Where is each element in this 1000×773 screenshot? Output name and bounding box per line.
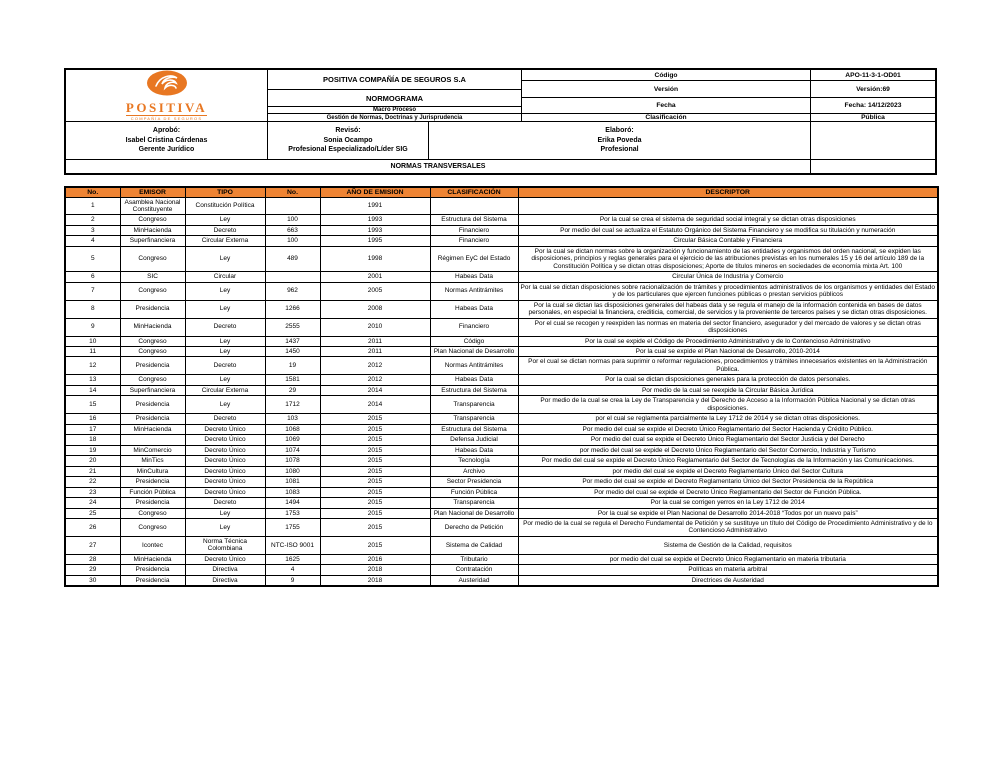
cell-no: 12 <box>65 357 120 375</box>
cell-num: 489 <box>265 246 320 271</box>
cell-no: 22 <box>65 477 120 487</box>
cell-clasificacion: Tecnología <box>430 456 518 466</box>
cell-tipo: Decreto <box>185 225 265 235</box>
cell-clasificacion: Plan Nacional de Desarrollo <box>430 508 518 518</box>
cell-clasificacion: Archivo <box>430 466 518 476</box>
positiva-logo-icon <box>146 70 188 96</box>
cell-anio: 2011 <box>320 347 430 357</box>
cell-no: 20 <box>65 456 120 466</box>
cell-no: 17 <box>65 424 120 434</box>
table-row <box>65 466 938 476</box>
cell-num: 19 <box>265 357 320 375</box>
cell-anio: 2015 <box>320 414 430 424</box>
cell-num: 1266 <box>265 300 320 318</box>
cell-emisor: Presidencia <box>120 575 185 586</box>
cell-num: 1581 <box>265 375 320 385</box>
cell-no: 14 <box>65 385 120 395</box>
cell-emisor: Congreso <box>120 508 185 518</box>
cell-anio: 2005 <box>320 282 430 300</box>
normogram-table-body <box>65 197 938 586</box>
cell-emisor: MinCultura <box>120 466 185 476</box>
cell-clasificacion <box>430 197 518 215</box>
cell-num: 1450 <box>265 347 320 357</box>
table-row <box>65 536 938 554</box>
cell-descriptor: Por la cual se expide el Código de Procedimiento Administrativo y de lo Contencioso Administrativo <box>518 336 938 346</box>
cell-tipo: Constitución Política <box>185 197 265 215</box>
cell-num: 29 <box>265 385 320 395</box>
table-row <box>65 385 938 395</box>
cell-tipo: Decreto Único <box>185 477 265 487</box>
cell-descriptor: por medio del cual se expide el Decreto Único Reglamentario en materia tributaria <box>518 554 938 564</box>
cell-no: 5 <box>65 246 120 271</box>
cell-anio: 2015 <box>320 508 430 518</box>
cell-tipo: Directiva <box>185 575 265 586</box>
positiva-logo <box>126 70 207 121</box>
logo-brand-text: POSITIVA <box>125 100 208 115</box>
normogram-sheet <box>64 68 937 587</box>
cell-emisor: MinHacienda <box>120 225 185 235</box>
meta-label: Fecha <box>522 98 811 113</box>
cell-clasificacion: Plan Nacional de Desarrollo <box>430 347 518 357</box>
macro-process-label: Macro Proceso <box>268 107 521 114</box>
meta-block <box>522 70 935 121</box>
cell-descriptor: Circular Básica Contable y Financiera <box>518 236 938 246</box>
cell-descriptor: Por medio del cual se expide el Decreto Reglamentario Único del Sector Presidencia de la República <box>518 477 938 487</box>
cell-emisor: MinHacienda <box>120 424 185 434</box>
cell-emisor: Asamblea Nacional Constituyente <box>120 197 185 215</box>
cell-anio: 2018 <box>320 575 430 586</box>
cell-tipo: Ley <box>185 215 265 225</box>
meta-value: Versión:69 <box>856 85 890 93</box>
meta-row-fecha <box>522 97 935 113</box>
cell-tipo: Circular <box>185 272 265 282</box>
cell-descriptor <box>518 197 938 215</box>
cell-clasificacion: Contratación <box>430 565 518 575</box>
cell-emisor: Superfinanciera <box>120 236 185 246</box>
cell-descriptor: Por medio del cual se actualiza el Estatuto Orgánico del Sistema Financiero y se modifica su titulación y numeración <box>518 225 938 235</box>
cell-emisor: Presidencia <box>120 357 185 375</box>
cell-no: 10 <box>65 336 120 346</box>
cell-anio: 2015 <box>320 435 430 445</box>
cell-clasificacion: Habeas Data <box>430 375 518 385</box>
cell-tipo: Decreto <box>185 357 265 375</box>
table-row <box>65 300 938 318</box>
cell-clasificacion: Habeas Data <box>430 445 518 455</box>
cell-descriptor: Por la cual se dictan las disposiciones generales del habeas data y se regula el manejo de la información contenida en bases de datos personales, en especial la financiera, crediticia, comercial, de servicios y la proveniente de terceros países y se dictan otras disposiciones. <box>518 300 938 318</box>
cell-anio: 2015 <box>320 536 430 554</box>
table-row <box>65 575 938 586</box>
cell-emisor: Congreso <box>120 347 185 357</box>
cell-num <box>265 272 320 282</box>
cell-no: 18 <box>65 435 120 445</box>
signoff-name: Sonia Ocampo <box>323 136 373 144</box>
cell-descriptor: Directrices de Austeridad <box>518 575 938 586</box>
col-header-no: No. <box>65 187 120 197</box>
cell-anio: 2015 <box>320 477 430 487</box>
cell-clasificacion: Transparencia <box>430 396 518 414</box>
table-row <box>65 424 938 434</box>
signoff-reviso <box>268 122 429 159</box>
cell-emisor: MinTics <box>120 456 185 466</box>
cell-descriptor: Por la cual se crea el sistema de seguridad social integral y se dictan otras disposiciones <box>518 215 938 225</box>
cell-num: 663 <box>265 225 320 235</box>
cell-descriptor: Por medio de la cual se regula el Derecho Fundamental de Petición y se sustituye un título del Código de Procedimiento Administrativo y de lo Contencioso Administrativo <box>518 518 938 536</box>
cell-emisor: Congreso <box>120 336 185 346</box>
cell-clasificacion: Estructura del Sistema <box>430 385 518 395</box>
signoff-aprobo <box>66 122 268 159</box>
cell-num: 9 <box>265 575 320 586</box>
cell-tipo: Ley <box>185 282 265 300</box>
table-row <box>65 456 938 466</box>
cell-descriptor: Por la cual se dictan disposiciones sobre racionalización de trámites y procedimientos administrativos de los organismos y entidades del Estado y de los particulares que ejercen funciones públicas o prestan servicios públicos <box>518 282 938 300</box>
signoff-elaboro <box>429 122 811 159</box>
cell-tipo: Ley <box>185 508 265 518</box>
cell-emisor: Presidencia <box>120 477 185 487</box>
table-row <box>65 318 938 336</box>
cell-descriptor: por medio del cual se expide el Decreto Reglamentario Único del Sector Cultura <box>518 466 938 476</box>
cell-descriptor: por el cual se reglamenta parcialmente la Ley 1712 de 2014 y se dictan otras disposiciones. <box>518 414 938 424</box>
table-row <box>65 477 938 487</box>
meta-value: APO-11-3-1-OD01 <box>845 71 901 79</box>
signoff-name: Isabel Cristina Cárdenas <box>125 136 208 144</box>
meta-value: Pública <box>861 114 885 121</box>
table-row <box>65 518 938 536</box>
cell-anio: 2014 <box>320 385 430 395</box>
cell-num: 1068 <box>265 424 320 434</box>
cell-emisor: Congreso <box>120 375 185 385</box>
cell-descriptor: por medio del cual se expide el Decreto Único Reglamentario del Sector Comercio, Industria y Turismo <box>518 445 938 455</box>
cell-no: 16 <box>65 414 120 424</box>
logo-cell <box>66 70 268 121</box>
cell-no: 2 <box>65 215 120 225</box>
cell-tipo: Ley <box>185 246 265 271</box>
cell-clasificacion: Normas Antitrámites <box>430 282 518 300</box>
cell-emisor: Presidencia <box>120 498 185 508</box>
cell-tipo: Decreto <box>185 318 265 336</box>
cell-clasificacion: Estructura del Sistema <box>430 424 518 434</box>
signoff-role: Aprobó: <box>152 127 181 135</box>
normogram-table <box>64 186 939 587</box>
cell-no: 9 <box>65 318 120 336</box>
cell-descriptor: Por medio de la cual se crea la Ley de Transparencia y del Derecho de Acceso a la Información Pública Nacional y se dictan otras disposiciones. <box>518 396 938 414</box>
document-header <box>64 68 937 175</box>
col-header-num: No. <box>265 187 320 197</box>
table-row <box>65 225 938 235</box>
cell-clasificacion: Transparencia <box>430 414 518 424</box>
cell-tipo: Ley <box>185 336 265 346</box>
cell-descriptor: Por medio del cual se expide el Decreto Único Reglamentario del Sector de Tecnologías de la Información y las Comunicaciones. <box>518 456 938 466</box>
cell-emisor: Presidencia <box>120 414 185 424</box>
cell-anio: 2015 <box>320 487 430 497</box>
cell-emisor: Superfinanciera <box>120 385 185 395</box>
cell-num: 1081 <box>265 477 320 487</box>
header-row <box>65 187 938 197</box>
cell-tipo: Ley <box>185 375 265 385</box>
cell-no: 21 <box>65 466 120 476</box>
col-header-tipo: TIPO <box>185 187 265 197</box>
cell-clasificacion: Código <box>430 336 518 346</box>
col-header-descriptor: DESCRIPTOR <box>518 187 938 197</box>
signoff-title: Gerente Jurídico <box>138 146 195 154</box>
table-row <box>65 215 938 225</box>
cell-no: 27 <box>65 536 120 554</box>
cell-no: 7 <box>65 282 120 300</box>
table-row <box>65 375 938 385</box>
title-block <box>268 70 522 121</box>
meta-row-clasificacion <box>522 113 935 121</box>
cell-no: 30 <box>65 575 120 586</box>
cell-clasificacion: Financiero <box>430 225 518 235</box>
cell-emisor: Congreso <box>120 518 185 536</box>
cell-tipo: Circular Externa <box>185 236 265 246</box>
cell-anio: 2014 <box>320 396 430 414</box>
table-row <box>65 414 938 424</box>
cell-anio: 2018 <box>320 565 430 575</box>
cell-anio: 1993 <box>320 225 430 235</box>
cell-num: 962 <box>265 282 320 300</box>
cell-clasificacion: Habeas Data <box>430 300 518 318</box>
cell-no: 26 <box>65 518 120 536</box>
cell-no: 1 <box>65 197 120 215</box>
cell-emisor: MinHacienda <box>120 554 185 564</box>
cell-emisor: MinHacienda <box>120 318 185 336</box>
cell-tipo: Decreto Único <box>185 424 265 434</box>
table-row <box>65 487 938 497</box>
cell-emisor: Congreso <box>120 215 185 225</box>
cell-tipo: Decreto Único <box>185 435 265 445</box>
table-row <box>65 396 938 414</box>
table-row <box>65 445 938 455</box>
cell-clasificacion: Régimen EyC del Estado <box>430 246 518 271</box>
cell-emisor: Presidencia <box>120 300 185 318</box>
cell-anio: 2008 <box>320 300 430 318</box>
cell-descriptor: Por la cual se expide el Plan Nacional de Desarrollo 2014-2018 “Todos por un nuevo país” <box>518 508 938 518</box>
cell-clasificacion: Tributario <box>430 554 518 564</box>
cell-tipo: Decreto Único <box>185 466 265 476</box>
cell-no: 29 <box>65 565 120 575</box>
macro-process-value: Gestión de Normas, Doctrinas y Jurisprudencia <box>326 114 463 121</box>
cell-anio: 2015 <box>320 424 430 434</box>
signoff-empty-cell <box>811 122 935 159</box>
table-row <box>65 565 938 575</box>
signoff-role: Elaboró: <box>605 127 634 135</box>
signoff-title: Profesional Especializado/Líder SIG <box>288 146 408 154</box>
cell-no: 23 <box>65 487 120 497</box>
table-row <box>65 246 938 271</box>
section-title: NORMAS TRANSVERSALES <box>66 160 811 173</box>
table-row <box>65 197 938 215</box>
cell-clasificacion: Sistema de Calidad <box>430 536 518 554</box>
cell-clasificacion: Financiero <box>430 236 518 246</box>
cell-emisor: Función Pública <box>120 487 185 497</box>
cell-descriptor: Por la cual se dictan disposiciones generales para la protección de datos personales. <box>518 375 938 385</box>
cell-tipo: Ley <box>185 518 265 536</box>
cell-emisor: SIC <box>120 272 185 282</box>
cell-num: 1083 <box>265 487 320 497</box>
cell-tipo: Circular Externa <box>185 385 265 395</box>
cell-clasificacion: Transparencia <box>430 498 518 508</box>
cell-no: 13 <box>65 375 120 385</box>
cell-no: 3 <box>65 225 120 235</box>
meta-label: Clasificación <box>522 114 811 121</box>
table-row <box>65 336 938 346</box>
table-row <box>65 498 938 508</box>
cell-anio: 2012 <box>320 357 430 375</box>
meta-label: Versión <box>522 81 811 97</box>
table-row <box>65 508 938 518</box>
cell-emisor: Presidencia <box>120 565 185 575</box>
cell-tipo: Ley <box>185 347 265 357</box>
meta-value: Fecha: 14/12/2023 <box>844 102 902 109</box>
cell-num: 103 <box>265 414 320 424</box>
cell-num: 1494 <box>265 498 320 508</box>
cell-descriptor: Por medio del cual se expide el Decreto Único Reglamentario del Sector Justicia y del Derecho <box>518 435 938 445</box>
section-title-side-cell <box>811 160 935 173</box>
cell-anio: 2016 <box>320 554 430 564</box>
cell-descriptor: Por el cual se dictan normas para suprimir o reformar regulaciones, procedimientos y trámites innecesarios existentes en la Administración Pública. <box>518 357 938 375</box>
cell-clasificacion: Estructura del Sistema <box>430 215 518 225</box>
cell-num: 1625 <box>265 554 320 564</box>
cell-anio: 1995 <box>320 236 430 246</box>
cell-no: 8 <box>65 300 120 318</box>
cell-descriptor: Sistema de Gestión de la Calidad, requisitos <box>518 536 938 554</box>
col-header-clasificacion: CLASIFICACIÓN <box>430 187 518 197</box>
cell-anio: 2015 <box>320 498 430 508</box>
cell-anio: 1991 <box>320 197 430 215</box>
cell-num: 1712 <box>265 396 320 414</box>
cell-descriptor: Por el cual se recogen y reexpiden las normas en materia del sector financiero, asegurador y del mercado de valores y se dictan otras disposiciones <box>518 318 938 336</box>
signoff-title: Profesional <box>600 146 639 154</box>
cell-clasificacion: Normas Antitrámites <box>430 357 518 375</box>
col-header-emisor: EMISOR <box>120 187 185 197</box>
cell-anio: 2015 <box>320 445 430 455</box>
cell-no: 15 <box>65 396 120 414</box>
table-row <box>65 272 938 282</box>
cell-clasificacion: Derecho de Petición <box>430 518 518 536</box>
table-row <box>65 357 938 375</box>
cell-num: 1753 <box>265 508 320 518</box>
cell-descriptor: Por la cual se expide el Plan Nacional de Desarrollo, 2010-2014 <box>518 347 938 357</box>
cell-num: NTC-ISO 9001 <box>265 536 320 554</box>
cell-descriptor: Circular Única de Industria y Comercio <box>518 272 938 282</box>
cell-tipo: Decreto <box>185 414 265 424</box>
cell-anio: 2011 <box>320 336 430 346</box>
cell-descriptor: Por medio del cual se expide el Decreto Único Reglamentario del Sector Hacienda y Crédito Público. <box>518 424 938 434</box>
cell-descriptor: Por la cual se dictan normas sobre la organización y funcionamiento de las entidades y organismos del orden nacional, se expiden las disposiciones, principios y reglas generales para el ejercicio de las atribuciones previstas en los numerales 15 y 16 del artículo 189 de la Constitución Política y se dictan otras disposiciones; Aporte de títulos mineros en sociedades de economía mixta Art. 100 <box>518 246 938 271</box>
cell-num: 1078 <box>265 456 320 466</box>
cell-anio: 2015 <box>320 466 430 476</box>
cell-clasificacion: Habeas Data <box>430 272 518 282</box>
cell-num: 1069 <box>265 435 320 445</box>
cell-descriptor: Por medio del cual se expide el Decreto Único Reglamentario del Sector de Función Pública. <box>518 487 938 497</box>
cell-emisor: Icontec <box>120 536 185 554</box>
cell-tipo: Decreto Único <box>185 445 265 455</box>
logo-tagline-text: COMPAÑÍA DE SEGUROS <box>126 115 207 121</box>
cell-anio: 2015 <box>320 518 430 536</box>
table-row <box>65 236 938 246</box>
signoff-name: Erika Poveda <box>597 136 642 144</box>
cell-num: 100 <box>265 215 320 225</box>
document-title: NORMOGRAMA <box>268 90 521 107</box>
cell-no: 28 <box>65 554 120 564</box>
cell-clasificacion: Función Pública <box>430 487 518 497</box>
cell-tipo: Norma Técnica Colombiana <box>185 536 265 554</box>
meta-label: Código <box>522 70 811 80</box>
cell-num: 2555 <box>265 318 320 336</box>
cell-tipo: Ley <box>185 300 265 318</box>
cell-emisor: Congreso <box>120 246 185 271</box>
cell-emisor: Presidencia <box>120 396 185 414</box>
cell-num: 4 <box>265 565 320 575</box>
cell-tipo: Directiva <box>185 565 265 575</box>
cell-num: 1080 <box>265 466 320 476</box>
cell-clasificacion: Austeridad <box>430 575 518 586</box>
cell-emisor: MinComercio <box>120 445 185 455</box>
table-row <box>65 347 938 357</box>
cell-tipo: Decreto Único <box>185 487 265 497</box>
cell-no: 24 <box>65 498 120 508</box>
table-row <box>65 282 938 300</box>
cell-clasificacion: Financiero <box>430 318 518 336</box>
signoff-role: Revisó: <box>335 127 361 135</box>
cell-tipo: Ley <box>185 396 265 414</box>
cell-anio: 1998 <box>320 246 430 271</box>
cell-num <box>265 197 320 215</box>
normogram-table-header <box>65 187 938 197</box>
meta-row-codigo <box>522 70 935 80</box>
cell-num: 100 <box>265 236 320 246</box>
cell-descriptor: Políticas en materia arbitral <box>518 565 938 575</box>
cell-anio: 1993 <box>320 215 430 225</box>
company-name: POSITIVA COMPAÑÍA DE SEGUROS S.A <box>268 70 521 90</box>
cell-clasificacion: Defensa Judicial <box>430 435 518 445</box>
cell-descriptor: Por medio de la cual se reexpide la Circular Básica Jurídica <box>518 385 938 395</box>
cell-anio: 2010 <box>320 318 430 336</box>
cell-tipo: Decreto Único <box>185 554 265 564</box>
col-header-anio: AÑO DE EMISION <box>320 187 430 197</box>
cell-emisor <box>120 435 185 445</box>
meta-row-version <box>522 80 935 97</box>
cell-anio: 2015 <box>320 456 430 466</box>
cell-no: 25 <box>65 508 120 518</box>
cell-no: 11 <box>65 347 120 357</box>
cell-num: 1074 <box>265 445 320 455</box>
cell-tipo: Decreto <box>185 498 265 508</box>
cell-clasificacion: Sector Presidencia <box>430 477 518 487</box>
cell-no: 4 <box>65 236 120 246</box>
cell-tipo: Decreto Único <box>185 456 265 466</box>
cell-anio: 2001 <box>320 272 430 282</box>
cell-no: 19 <box>65 445 120 455</box>
cell-num: 1755 <box>265 518 320 536</box>
cell-no: 6 <box>65 272 120 282</box>
cell-emisor: Congreso <box>120 282 185 300</box>
cell-anio: 2012 <box>320 375 430 385</box>
cell-descriptor: Por la cual se corrigen yerros en la Ley 1712 de 2014 <box>518 498 938 508</box>
cell-num: 1437 <box>265 336 320 346</box>
table-row <box>65 435 938 445</box>
table-row <box>65 554 938 564</box>
